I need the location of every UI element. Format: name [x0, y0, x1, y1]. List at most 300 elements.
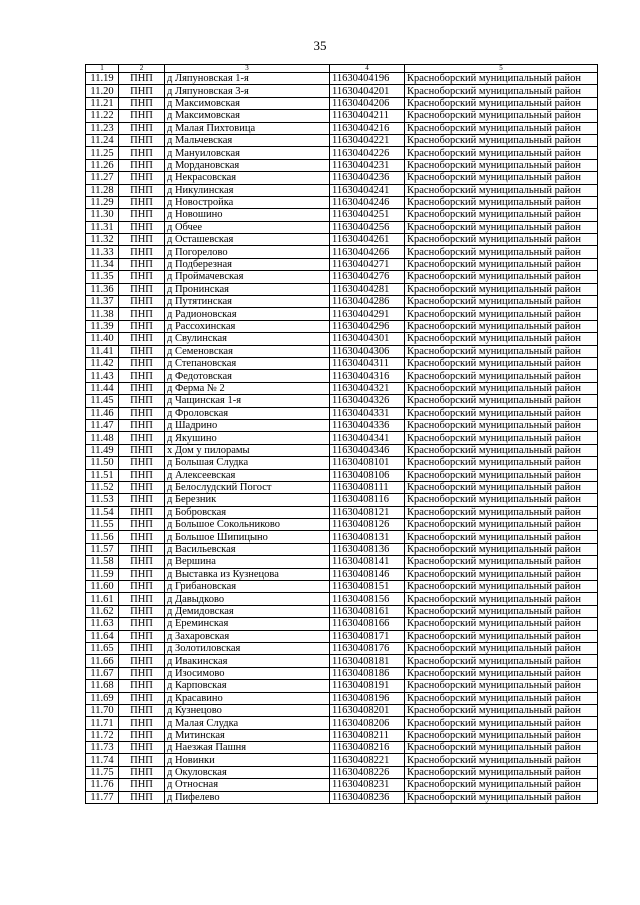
district-name-cell: Красноборский муниципальный район	[405, 147, 598, 159]
column-header-2: 2	[119, 65, 165, 73]
column-header-4: 4	[330, 65, 405, 73]
table-row	[86, 122, 598, 134]
table-row	[86, 382, 598, 394]
settlement-name-cell: д Относная	[165, 779, 330, 791]
district-name-cell: Красноборский муниципальный район	[405, 766, 598, 778]
table-row	[86, 221, 598, 233]
table-row	[86, 271, 598, 283]
district-name-cell: Красноборский муниципальный район	[405, 419, 598, 431]
oktmo-code-cell: 11630408111	[330, 481, 405, 493]
table-row	[86, 308, 598, 320]
district-name-cell: Красноборский муниципальный район	[405, 667, 598, 679]
settlement-type-cell: ПНП	[119, 209, 165, 221]
oktmo-code-cell: 11630408131	[330, 531, 405, 543]
settlement-type-cell: ПНП	[119, 85, 165, 97]
district-name-cell: Красноборский муниципальный район	[405, 717, 598, 729]
district-name-cell: Красноборский муниципальный район	[405, 742, 598, 754]
settlement-name-cell: д Большое Сокольниково	[165, 519, 330, 531]
oktmo-code-cell: 11630404241	[330, 184, 405, 196]
column-header-5: 5	[405, 65, 598, 73]
table-row	[86, 481, 598, 493]
district-name-cell: Красноборский муниципальный район	[405, 494, 598, 506]
settlement-name-cell: д Ивакинская	[165, 655, 330, 667]
table-row	[86, 407, 598, 419]
oktmo-code-cell: 11630408126	[330, 519, 405, 531]
district-name-cell: Красноборский муниципальный район	[405, 345, 598, 357]
settlement-name-cell: д Обчее	[165, 221, 330, 233]
settlement-name-cell: д Кузнецово	[165, 704, 330, 716]
row-number-cell: 11.21	[86, 97, 119, 109]
oktmo-code-cell: 11630404286	[330, 296, 405, 308]
table-row	[86, 345, 598, 357]
district-name-cell: Красноборский муниципальный район	[405, 704, 598, 716]
row-number-cell: 11.41	[86, 345, 119, 357]
oktmo-code-cell: 11630404231	[330, 159, 405, 171]
table-row	[86, 444, 598, 456]
oktmo-code-cell: 11630404301	[330, 333, 405, 345]
oktmo-code-cell: 11630404256	[330, 221, 405, 233]
oktmo-code-cell: 11630404331	[330, 407, 405, 419]
oktmo-code-cell: 11630404281	[330, 283, 405, 295]
row-number-cell: 11.42	[86, 357, 119, 369]
table-row	[86, 742, 598, 754]
oktmo-code-cell: 11630408186	[330, 667, 405, 679]
row-number-cell: 11.40	[86, 333, 119, 345]
settlement-type-cell: ПНП	[119, 382, 165, 394]
oktmo-code-cell: 11630408156	[330, 593, 405, 605]
settlement-type-cell: ПНП	[119, 593, 165, 605]
district-name-cell: Красноборский муниципальный район	[405, 605, 598, 617]
table-row	[86, 134, 598, 146]
settlement-type-cell: ПНП	[119, 395, 165, 407]
district-name-cell: Красноборский муниципальный район	[405, 296, 598, 308]
oktmo-code-cell: 11630408106	[330, 469, 405, 481]
settlement-name-cell: д Грибановская	[165, 581, 330, 593]
settlement-type-cell: ПНП	[119, 568, 165, 580]
settlement-type-cell: ПНП	[119, 234, 165, 246]
settlement-name-cell: д Наезжая Пашня	[165, 742, 330, 754]
district-name-cell: Красноборский муниципальный район	[405, 531, 598, 543]
table-row	[86, 630, 598, 642]
table-row	[86, 357, 598, 369]
district-name-cell: Красноборский муниципальный район	[405, 172, 598, 184]
settlement-name-cell: д Малая Слудка	[165, 717, 330, 729]
settlement-name-cell: д Пифелево	[165, 791, 330, 803]
district-name-cell: Красноборский муниципальный район	[405, 357, 598, 369]
district-name-cell: Красноборский муниципальный район	[405, 196, 598, 208]
settlement-name-cell: д Мануиловская	[165, 147, 330, 159]
district-name-cell: Красноборский муниципальный район	[405, 221, 598, 233]
settlement-name-cell: д Мордановская	[165, 159, 330, 171]
oktmo-code-cell: 11630408181	[330, 655, 405, 667]
settlement-name-cell: д Давыдково	[165, 593, 330, 605]
table-row	[86, 457, 598, 469]
row-number-cell: 11.74	[86, 754, 119, 766]
settlement-name-cell: д Выставка из Кузнецова	[165, 568, 330, 580]
row-number-cell: 11.39	[86, 320, 119, 332]
oktmo-code-cell: 11630408221	[330, 754, 405, 766]
table-row	[86, 320, 598, 332]
oktmo-code-cell: 11630404211	[330, 110, 405, 122]
settlement-name-cell: х Дом у пилорамы	[165, 444, 330, 456]
settlement-type-cell: ПНП	[119, 581, 165, 593]
district-name-cell: Красноборский муниципальный район	[405, 122, 598, 134]
district-name-cell: Красноборский муниципальный район	[405, 407, 598, 419]
district-name-cell: Красноборский муниципальный район	[405, 382, 598, 394]
table-row	[86, 283, 598, 295]
district-name-cell: Красноборский муниципальный район	[405, 791, 598, 803]
row-number-cell: 11.73	[86, 742, 119, 754]
table-row	[86, 209, 598, 221]
settlement-name-cell: д Федотовская	[165, 370, 330, 382]
table-row	[86, 370, 598, 382]
table-row	[86, 766, 598, 778]
district-name-cell: Красноборский муниципальный район	[405, 618, 598, 630]
settlement-type-cell: ПНП	[119, 97, 165, 109]
oktmo-code-cell: 11630404341	[330, 432, 405, 444]
district-name-cell: Красноборский муниципальный район	[405, 370, 598, 382]
oktmo-code-cell: 11630404326	[330, 395, 405, 407]
settlement-type-cell: ПНП	[119, 481, 165, 493]
settlement-name-cell: д Золотиловская	[165, 642, 330, 654]
row-number-cell: 11.57	[86, 543, 119, 555]
table-row	[86, 680, 598, 692]
settlement-name-cell: д Чащинская 1-я	[165, 395, 330, 407]
row-number-cell: 11.68	[86, 680, 119, 692]
row-number-cell: 11.24	[86, 134, 119, 146]
row-number-cell: 11.66	[86, 655, 119, 667]
row-number-cell: 11.59	[86, 568, 119, 580]
table-row	[86, 519, 598, 531]
row-number-cell: 11.44	[86, 382, 119, 394]
oktmo-code-cell: 11630408206	[330, 717, 405, 729]
district-name-cell: Красноборский муниципальный район	[405, 271, 598, 283]
settlement-name-cell: д Путятинская	[165, 296, 330, 308]
row-number-cell: 11.30	[86, 209, 119, 221]
district-name-cell: Красноборский муниципальный район	[405, 519, 598, 531]
district-name-cell: Красноборский муниципальный район	[405, 543, 598, 555]
oktmo-code-cell: 11630404216	[330, 122, 405, 134]
row-number-cell: 11.51	[86, 469, 119, 481]
district-name-cell: Красноборский муниципальный район	[405, 506, 598, 518]
table-row	[86, 779, 598, 791]
district-name-cell: Красноборский муниципальный район	[405, 642, 598, 654]
oktmo-code-cell: 11630404271	[330, 258, 405, 270]
district-name-cell: Красноборский муниципальный район	[405, 395, 598, 407]
row-number-cell: 11.32	[86, 234, 119, 246]
row-number-cell: 11.72	[86, 729, 119, 741]
settlement-type-cell: ПНП	[119, 717, 165, 729]
settlement-name-cell: д Якушино	[165, 432, 330, 444]
row-number-cell: 11.49	[86, 444, 119, 456]
settlement-name-cell: д Максимовская	[165, 110, 330, 122]
table-row	[86, 147, 598, 159]
oktmo-code-cell: 11630408216	[330, 742, 405, 754]
oktmo-code-cell: 11630404316	[330, 370, 405, 382]
district-name-cell: Красноборский муниципальный район	[405, 655, 598, 667]
table-row	[86, 432, 598, 444]
district-name-cell: Красноборский муниципальный район	[405, 97, 598, 109]
row-number-cell: 11.52	[86, 481, 119, 493]
table-row	[86, 642, 598, 654]
settlement-type-cell: ПНП	[119, 110, 165, 122]
oktmo-code-cell: 11630408136	[330, 543, 405, 555]
table-row	[86, 506, 598, 518]
district-name-cell: Красноборский муниципальный район	[405, 556, 598, 568]
settlement-name-cell: д Погорелово	[165, 246, 330, 258]
settlement-name-cell: д Ереминская	[165, 618, 330, 630]
row-number-cell: 11.28	[86, 184, 119, 196]
settlement-type-cell: ПНП	[119, 754, 165, 766]
settlement-type-cell: ПНП	[119, 618, 165, 630]
oktmo-code-cell: 11630408166	[330, 618, 405, 630]
district-name-cell: Красноборский муниципальный район	[405, 73, 598, 85]
settlement-name-cell: д Новостройка	[165, 196, 330, 208]
settlement-name-cell: д Карповская	[165, 680, 330, 692]
settlement-type-cell: ПНП	[119, 172, 165, 184]
settlement-type-cell: ПНП	[119, 345, 165, 357]
row-number-cell: 11.55	[86, 519, 119, 531]
settlement-name-cell: д Подберезная	[165, 258, 330, 270]
settlement-type-cell: ПНП	[119, 333, 165, 345]
settlement-type-cell: ПНП	[119, 159, 165, 171]
table-row	[86, 655, 598, 667]
table-row	[86, 196, 598, 208]
district-name-cell: Красноборский муниципальный район	[405, 308, 598, 320]
district-name-cell: Красноборский муниципальный район	[405, 320, 598, 332]
settlement-type-cell: ПНП	[119, 556, 165, 568]
settlement-name-cell: д Демидовская	[165, 605, 330, 617]
settlement-type-cell: ПНП	[119, 122, 165, 134]
settlement-name-cell: д Проймачевская	[165, 271, 330, 283]
district-name-cell: Красноборский муниципальный район	[405, 630, 598, 642]
oktmo-code-cell: 11630404306	[330, 345, 405, 357]
district-name-cell: Красноборский муниципальный район	[405, 680, 598, 692]
settlement-type-cell: ПНП	[119, 667, 165, 679]
row-number-cell: 11.70	[86, 704, 119, 716]
row-number-cell: 11.20	[86, 85, 119, 97]
page-number: 35	[313, 38, 327, 53]
table-row	[86, 258, 598, 270]
table-row	[86, 469, 598, 481]
table-row	[86, 692, 598, 704]
settlements-table	[85, 64, 598, 804]
oktmo-code-cell: 11630408201	[330, 704, 405, 716]
settlement-type-cell: ПНП	[119, 729, 165, 741]
district-name-cell: Красноборский муниципальный район	[405, 333, 598, 345]
settlement-type-cell: ПНП	[119, 457, 165, 469]
settlement-name-cell: д Семеновская	[165, 345, 330, 357]
settlement-type-cell: ПНП	[119, 506, 165, 518]
settlement-name-cell: д Окуловская	[165, 766, 330, 778]
settlement-name-cell: д Красавино	[165, 692, 330, 704]
settlement-type-cell: ПНП	[119, 196, 165, 208]
settlement-type-cell: ПНП	[119, 494, 165, 506]
table-row	[86, 556, 598, 568]
table-row	[86, 234, 598, 246]
oktmo-code-cell: 11630404196	[330, 73, 405, 85]
oktmo-code-cell: 11630408121	[330, 506, 405, 518]
settlement-type-cell: ПНП	[119, 134, 165, 146]
settlement-name-cell: д Вершина	[165, 556, 330, 568]
settlement-type-cell: ПНП	[119, 791, 165, 803]
oktmo-code-cell: 11630408116	[330, 494, 405, 506]
settlement-type-cell: ПНП	[119, 432, 165, 444]
row-number-cell: 11.62	[86, 605, 119, 617]
settlement-name-cell: д Митинская	[165, 729, 330, 741]
row-number-cell: 11.37	[86, 296, 119, 308]
oktmo-code-cell: 11630404276	[330, 271, 405, 283]
district-name-cell: Красноборский муниципальный район	[405, 184, 598, 196]
table-row	[86, 568, 598, 580]
settlement-name-cell: д Бобровская	[165, 506, 330, 518]
oktmo-code-cell: 11630408191	[330, 680, 405, 692]
settlement-name-cell: д Алексеевская	[165, 469, 330, 481]
row-number-cell: 11.48	[86, 432, 119, 444]
oktmo-code-cell: 11630404251	[330, 209, 405, 221]
row-number-cell: 11.60	[86, 581, 119, 593]
oktmo-code-cell: 11630408146	[330, 568, 405, 580]
settlement-name-cell: д Захаровская	[165, 630, 330, 642]
row-number-cell: 11.33	[86, 246, 119, 258]
row-number-cell: 11.47	[86, 419, 119, 431]
settlement-name-cell: д Малая Пихтовица	[165, 122, 330, 134]
district-name-cell: Красноборский муниципальный район	[405, 469, 598, 481]
oktmo-code-cell: 11630404311	[330, 357, 405, 369]
district-name-cell: Красноборский муниципальный район	[405, 134, 598, 146]
settlement-type-cell: ПНП	[119, 531, 165, 543]
settlement-name-cell: д Большая Слудка	[165, 457, 330, 469]
row-number-cell: 11.54	[86, 506, 119, 518]
oktmo-code-cell: 11630404236	[330, 172, 405, 184]
settlement-type-cell: ПНП	[119, 184, 165, 196]
district-name-cell: Красноборский муниципальный район	[405, 779, 598, 791]
table-row	[86, 85, 598, 97]
district-name-cell: Красноборский муниципальный район	[405, 581, 598, 593]
row-number-cell: 11.46	[86, 407, 119, 419]
oktmo-code-cell: 11630408141	[330, 556, 405, 568]
oktmo-code-cell: 11630408231	[330, 779, 405, 791]
settlement-name-cell: д Максимовская	[165, 97, 330, 109]
settlement-type-cell: ПНП	[119, 419, 165, 431]
row-number-cell: 11.64	[86, 630, 119, 642]
row-number-cell: 11.27	[86, 172, 119, 184]
row-number-cell: 11.35	[86, 271, 119, 283]
oktmo-code-cell: 11630404201	[330, 85, 405, 97]
table-row	[86, 704, 598, 716]
settlement-type-cell: ПНП	[119, 320, 165, 332]
settlement-type-cell: ПНП	[119, 271, 165, 283]
settlement-name-cell: д Большое Шипицыно	[165, 531, 330, 543]
settlement-name-cell: д Свулинская	[165, 333, 330, 345]
oktmo-code-cell: 11630404336	[330, 419, 405, 431]
settlement-type-cell: ПНП	[119, 246, 165, 258]
column-header-3: 3	[165, 65, 330, 73]
table-row	[86, 543, 598, 555]
row-number-cell: 11.63	[86, 618, 119, 630]
settlement-type-cell: ПНП	[119, 407, 165, 419]
settlement-type-cell: ПНП	[119, 704, 165, 716]
row-number-cell: 11.53	[86, 494, 119, 506]
settlement-type-cell: ПНП	[119, 680, 165, 692]
settlement-type-cell: ПНП	[119, 630, 165, 642]
table-row	[86, 73, 598, 85]
table-row	[86, 717, 598, 729]
row-number-cell: 11.23	[86, 122, 119, 134]
table-row	[86, 791, 598, 803]
settlement-type-cell: ПНП	[119, 519, 165, 531]
district-name-cell: Красноборский муниципальный район	[405, 568, 598, 580]
oktmo-code-cell: 11630404261	[330, 234, 405, 246]
row-number-cell: 11.22	[86, 110, 119, 122]
oktmo-code-cell: 11630404226	[330, 147, 405, 159]
settlement-name-cell: д Ляпуновская 1-я	[165, 73, 330, 85]
district-name-cell: Красноборский муниципальный район	[405, 593, 598, 605]
settlement-name-cell: д Рассохинская	[165, 320, 330, 332]
settlement-type-cell: ПНП	[119, 73, 165, 85]
district-name-cell: Красноборский муниципальный район	[405, 159, 598, 171]
column-header-1: 1	[86, 65, 119, 73]
table-row	[86, 581, 598, 593]
settlement-type-cell: ПНП	[119, 296, 165, 308]
settlement-name-cell: д Березник	[165, 494, 330, 506]
row-number-cell: 11.75	[86, 766, 119, 778]
settlement-name-cell: д Новинки	[165, 754, 330, 766]
row-number-cell: 11.77	[86, 791, 119, 803]
settlement-type-cell: ПНП	[119, 692, 165, 704]
table-row	[86, 395, 598, 407]
district-name-cell: Красноборский муниципальный район	[405, 246, 598, 258]
table-header	[86, 65, 598, 73]
table-row	[86, 97, 598, 109]
table-row	[86, 246, 598, 258]
row-number-cell: 11.43	[86, 370, 119, 382]
settlement-name-cell: д Некрасовская	[165, 172, 330, 184]
table-row	[86, 754, 598, 766]
district-name-cell: Красноборский муниципальный район	[405, 729, 598, 741]
row-number-cell: 11.26	[86, 159, 119, 171]
table-row	[86, 593, 598, 605]
settlement-name-cell: д Степановская	[165, 357, 330, 369]
district-name-cell: Красноборский муниципальный район	[405, 432, 598, 444]
district-name-cell: Красноборский муниципальный район	[405, 283, 598, 295]
table-row	[86, 605, 598, 617]
oktmo-code-cell: 11630404266	[330, 246, 405, 258]
settlement-name-cell: д Изосимово	[165, 667, 330, 679]
district-name-cell: Красноборский муниципальный район	[405, 85, 598, 97]
table-row	[86, 184, 598, 196]
district-name-cell: Красноборский муниципальный район	[405, 234, 598, 246]
settlement-name-cell: д Осташевская	[165, 234, 330, 246]
oktmo-code-cell: 11630408196	[330, 692, 405, 704]
district-name-cell: Красноборский муниципальный район	[405, 692, 598, 704]
district-name-cell: Красноборский муниципальный район	[405, 444, 598, 456]
table-row	[86, 667, 598, 679]
district-name-cell: Красноборский муниципальный район	[405, 481, 598, 493]
settlement-type-cell: ПНП	[119, 469, 165, 481]
oktmo-code-cell: 11630404206	[330, 97, 405, 109]
oktmo-code-cell: 11630408236	[330, 791, 405, 803]
row-number-cell: 11.58	[86, 556, 119, 568]
table-row	[86, 296, 598, 308]
settlement-name-cell: д Новошино	[165, 209, 330, 221]
settlement-name-cell: д Ляпуновская 3-я	[165, 85, 330, 97]
table-body	[86, 73, 598, 804]
table-row	[86, 419, 598, 431]
row-number-cell: 11.31	[86, 221, 119, 233]
row-number-cell: 11.69	[86, 692, 119, 704]
table-row	[86, 110, 598, 122]
